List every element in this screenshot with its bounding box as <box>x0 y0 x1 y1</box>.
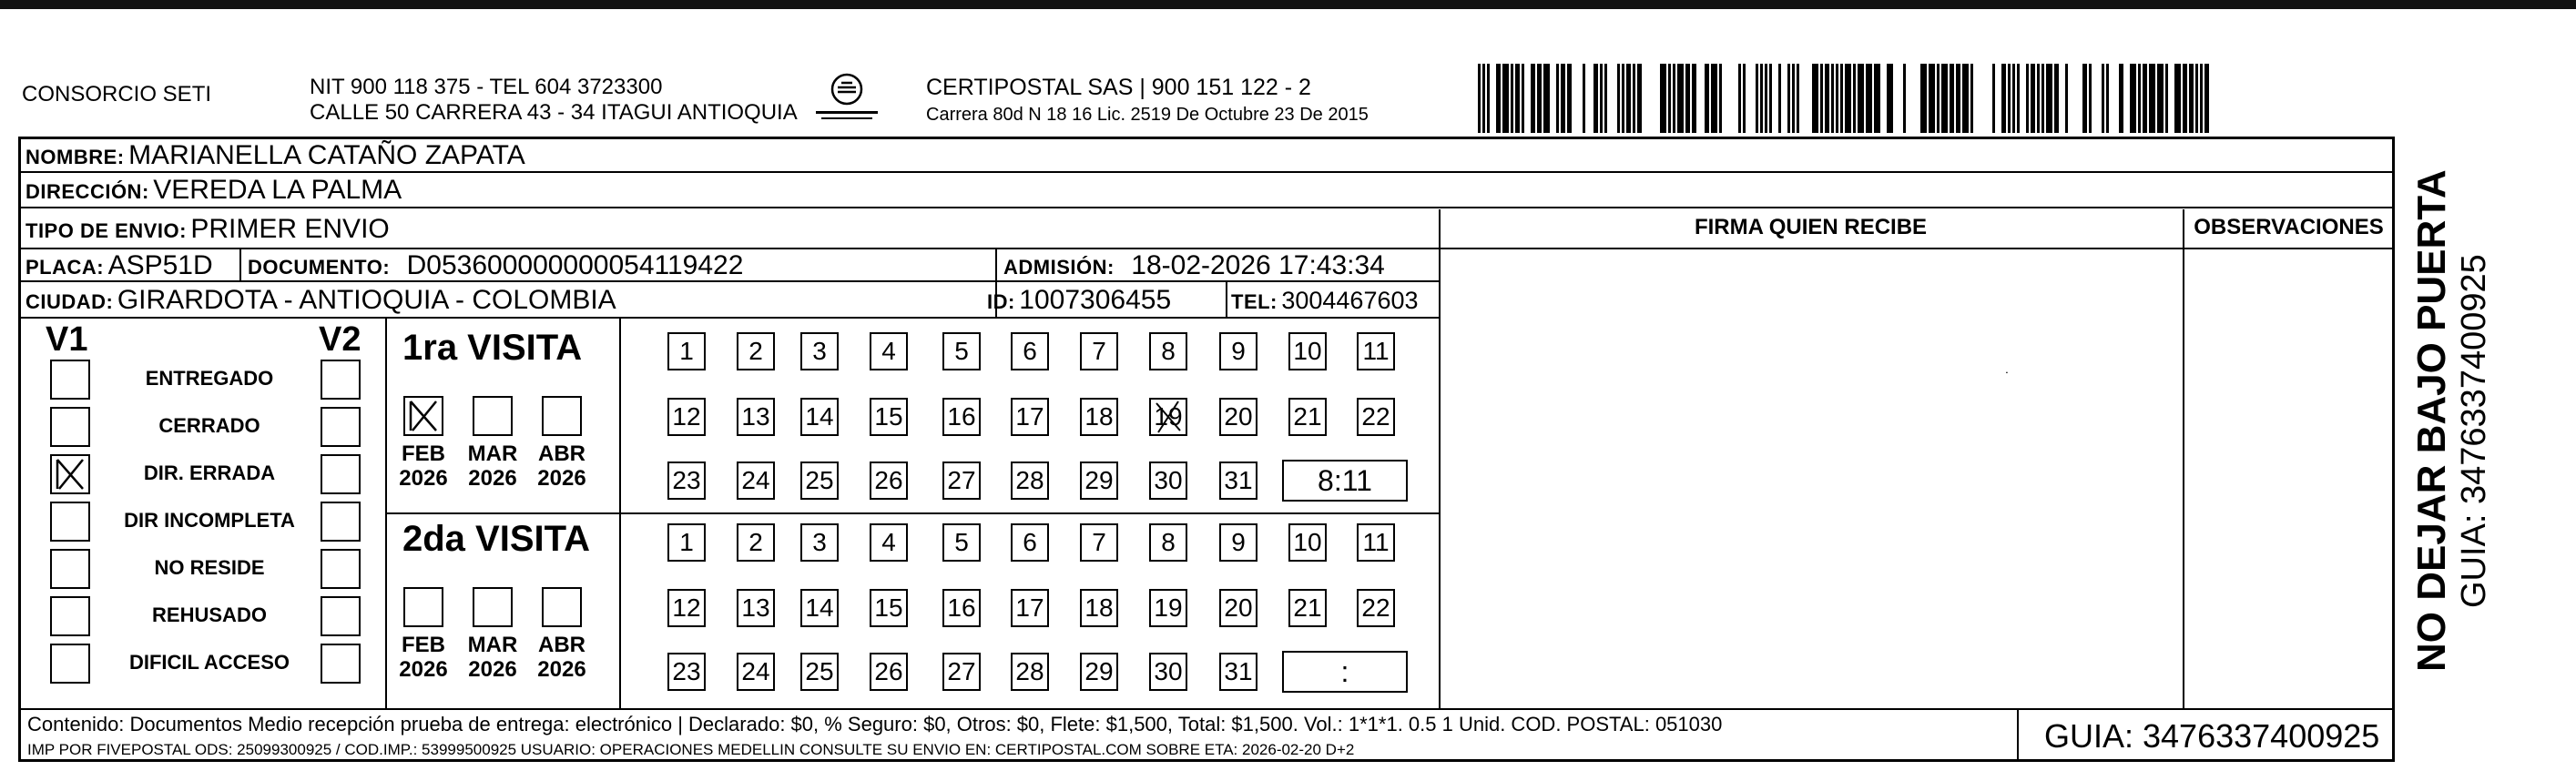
visita1-day-14[interactable]: 14 <box>800 398 839 436</box>
visita2-day-24[interactable]: 24 <box>737 653 775 691</box>
visita2-day-4[interactable]: 4 <box>870 523 908 562</box>
visita2-day-10[interactable]: 10 <box>1288 523 1327 562</box>
no-dejar-bajo-puerta: NO DEJAR BAJO PUERTA <box>2409 169 2454 672</box>
visita2-day-23[interactable]: 23 <box>667 653 706 691</box>
status-reason-label: NO RESIDE <box>154 556 265 579</box>
visita1-day-5[interactable]: 5 <box>942 332 981 370</box>
visita1-day-29[interactable]: 29 <box>1080 462 1118 500</box>
visita1-title: 1ra VISITA <box>402 328 583 368</box>
company-name: CONSORCIO SETI <box>22 82 212 106</box>
visita2-day-6[interactable]: 6 <box>1011 523 1049 562</box>
v1-checkbox[interactable] <box>50 549 90 589</box>
tel-label: TEL: <box>1231 290 1278 313</box>
visita1-day-20[interactable]: 20 <box>1219 398 1257 436</box>
status-reason-label: DIR. ERRADA <box>143 462 276 484</box>
visita2-month-checkbox[interactable] <box>542 587 582 627</box>
visita1-day-2[interactable]: 2 <box>737 332 775 370</box>
nit-line: NIT 900 118 375 - TEL 604 3723300 <box>310 75 663 99</box>
visita2-month-label: FEB 2026 <box>399 633 448 682</box>
visita2-day-31[interactable]: 31 <box>1219 653 1257 691</box>
ciudad-label: CIUDAD: <box>25 290 114 313</box>
imp-text: IMP POR FIVEPOSTAL ODS: 25099300925 / COD.IMP.: 53999500925 USUARIO: OPERACIONES MEDELLIN CONSULTE SU ENVIO EN: CERTIPOSTAL.COM SOBRE ETA: 2026-02-20 D+2 <box>27 741 1355 758</box>
status-reason-label: CERRADO <box>158 414 260 437</box>
visita1-day-12[interactable]: 12 <box>667 398 706 436</box>
visita1-month-checkbox[interactable] <box>403 396 443 436</box>
visita2-day-29[interactable]: 29 <box>1080 653 1118 691</box>
ciudad-field <box>25 285 616 316</box>
documento-field <box>248 250 743 281</box>
visita1-day-4[interactable]: 4 <box>870 332 908 370</box>
visita1-day-11[interactable]: 11 <box>1357 332 1395 370</box>
direccion-value: VEREDA LA PALMA <box>153 175 402 205</box>
visita2-month-label: ABR 2026 <box>537 633 586 682</box>
placa-label: PLACA: <box>25 256 105 279</box>
v1-checkbox[interactable] <box>50 360 90 400</box>
v2-checkbox[interactable] <box>321 596 361 636</box>
observaciones-header: OBSERVACIONES <box>2194 215 2384 239</box>
placa-field <box>25 250 213 281</box>
v1-checkbox[interactable] <box>50 454 90 494</box>
visita2-month-label: MAR 2026 <box>467 633 518 682</box>
guia-footer: GUIA: 3476337400925 <box>2044 717 2380 755</box>
visita2-day-25[interactable]: 25 <box>800 653 839 691</box>
id-label: ID: <box>987 290 1015 313</box>
nombre-value: MARIANELLA CATAÑO ZAPATA <box>128 140 525 170</box>
v2-checkbox[interactable] <box>321 407 361 447</box>
visita1-day-24[interactable]: 24 <box>737 462 775 500</box>
address-line: CALLE 50 CARRERA 43 - 34 ITAGUI ANTIOQUIA <box>310 100 798 125</box>
visita2-day-17[interactable]: 17 <box>1011 589 1049 627</box>
visita1-month-label: FEB 2026 <box>399 441 448 491</box>
visita2-month-checkbox[interactable] <box>473 587 513 627</box>
visita2-day-5[interactable]: 5 <box>942 523 981 562</box>
visita2-day-27[interactable]: 27 <box>942 653 981 691</box>
visita1-time-box[interactable]: 8:11 <box>1282 460 1408 502</box>
visita1-day-19[interactable]: 19 <box>1149 398 1187 436</box>
visita2-day-22[interactable]: 22 <box>1357 589 1395 627</box>
visita1-day-7[interactable]: 7 <box>1080 332 1118 370</box>
visita2-day-28[interactable]: 28 <box>1011 653 1049 691</box>
visita2-month-checkbox[interactable] <box>403 587 443 627</box>
visita2-day-21[interactable]: 21 <box>1288 589 1327 627</box>
visita1-day-31[interactable]: 31 <box>1219 462 1257 500</box>
visita2-day-3[interactable]: 3 <box>800 523 839 562</box>
certipostal-logo-icon <box>810 71 883 126</box>
id-field <box>987 285 1171 316</box>
v2-checkbox[interactable] <box>321 454 361 494</box>
v2-header: V2 <box>319 320 361 359</box>
v1-checkbox[interactable] <box>50 596 90 636</box>
visita2-day-11[interactable]: 11 <box>1357 523 1395 562</box>
tipo-row <box>25 214 390 245</box>
admision-value: 18-02-2026 17:43:34 <box>1131 250 1385 280</box>
visita1-day-22[interactable]: 22 <box>1357 398 1395 436</box>
visita2-day-1[interactable]: 1 <box>667 523 706 562</box>
v2-checkbox[interactable] <box>321 644 361 684</box>
v1-checkbox[interactable] <box>50 407 90 447</box>
direccion-label: DIRECCIÓN: <box>25 180 149 203</box>
visita1-day-16[interactable]: 16 <box>942 398 981 436</box>
ciudad-value: GIRARDOTA - ANTIOQUIA - COLOMBIA <box>117 285 616 315</box>
v2-checkbox[interactable] <box>321 549 361 589</box>
tel-value: 3004467603 <box>1281 287 1419 314</box>
visita1-month-checkbox[interactable] <box>542 396 582 436</box>
admision-label: ADMISIÓN: <box>1003 256 1115 279</box>
visita2-day-12[interactable]: 12 <box>667 589 706 627</box>
documento-label: DOCUMENTO: <box>248 256 391 279</box>
v1-checkbox[interactable] <box>50 644 90 684</box>
visita2-day-8[interactable]: 8 <box>1149 523 1187 562</box>
visita2-day-13[interactable]: 13 <box>737 589 775 627</box>
visita1-day-10[interactable]: 10 <box>1288 332 1327 370</box>
visita1-day-13[interactable]: 13 <box>737 398 775 436</box>
visita1-day-8[interactable]: 8 <box>1149 332 1187 370</box>
carrier-address: Carrera 80d N 18 16 Lic. 2519 De Octubre 23 De 2015 <box>926 105 1369 125</box>
visita2-day-16[interactable]: 16 <box>942 589 981 627</box>
visita1-day-15[interactable]: 15 <box>870 398 908 436</box>
visita2-day-30[interactable]: 30 <box>1149 653 1187 691</box>
v2-checkbox[interactable] <box>321 360 361 400</box>
visita2-day-7[interactable]: 7 <box>1080 523 1118 562</box>
visita2-day-19[interactable]: 19 <box>1149 589 1187 627</box>
visita1-month-label: MAR 2026 <box>467 441 518 491</box>
visita2-time-box[interactable]: : <box>1282 651 1408 693</box>
firma-header: FIRMA QUIEN RECIBE <box>1694 215 1928 239</box>
tel-field <box>1231 287 1419 315</box>
visita1-month-checkbox[interactable] <box>473 396 513 436</box>
documento-value: D053600000000054119422 <box>406 250 744 280</box>
visita2-day-15[interactable]: 15 <box>870 589 908 627</box>
status-reason-label: DIR INCOMPLETA <box>124 509 295 532</box>
visita1-month-label: ABR 2026 <box>537 441 586 491</box>
tipo-label: TIPO DE ENVIO: <box>25 219 187 242</box>
visita1-day-18[interactable]: 18 <box>1080 398 1118 436</box>
visita2-day-20[interactable]: 20 <box>1219 589 1257 627</box>
visita1-day-9[interactable]: 9 <box>1219 332 1257 370</box>
visita1-day-25[interactable]: 25 <box>800 462 839 500</box>
bottom-edge <box>0 772 2576 781</box>
visita1-day-1[interactable]: 1 <box>667 332 706 370</box>
tipo-value: PRIMER ENVIO <box>190 214 390 244</box>
direccion-row <box>25 175 402 206</box>
v1-checkbox[interactable] <box>50 502 90 542</box>
visita1-day-21[interactable]: 21 <box>1288 398 1327 436</box>
status-reason-label: REHUSADO <box>152 604 267 626</box>
top-border <box>0 0 2576 9</box>
visita2-title: 2da VISITA <box>402 519 590 559</box>
barcode-icon <box>1478 64 2209 133</box>
status-reason-label: ENTREGADO <box>145 367 274 390</box>
visita1-day-6[interactable]: 6 <box>1011 332 1049 370</box>
visita1-day-17[interactable]: 17 <box>1011 398 1049 436</box>
status-reason-label: DIFICIL ACCESO <box>128 651 290 674</box>
visita1-day-26[interactable]: 26 <box>870 462 908 500</box>
visita1-day-27[interactable]: 27 <box>942 462 981 500</box>
visita2-day-18[interactable]: 18 <box>1080 589 1118 627</box>
visita1-day-23[interactable]: 23 <box>667 462 706 500</box>
visita2-day-9[interactable]: 9 <box>1219 523 1257 562</box>
v1-header: V1 <box>46 320 88 359</box>
visita2-day-26[interactable]: 26 <box>870 653 908 691</box>
visita1-day-28[interactable]: 28 <box>1011 462 1049 500</box>
admision-field <box>1003 250 1385 281</box>
contenido-text: Contenido: Documentos Medio recepción prueba de entrega: electrónico | Declarado: $0, % Seguro: $0, Otros: $0, Flete: $1,500, Total: $1,500. Vol.: 1*1*1. 0.5 1 Unid. COD. POSTAL: 051030 <box>27 713 1723 735</box>
id-value: 1007306455 <box>1019 285 1172 315</box>
visita1-day-30[interactable]: 30 <box>1149 462 1187 500</box>
visita2-day-2[interactable]: 2 <box>737 523 775 562</box>
placa-value: ASP51D <box>107 250 213 280</box>
carrier-name: CERTIPOSTAL SAS | 900 151 122 - 2 <box>926 75 1311 100</box>
visita1-day-3[interactable]: 3 <box>800 332 839 370</box>
nombre-label: NOMBRE: <box>25 146 125 168</box>
signature-mark: ˙ <box>2005 370 2011 386</box>
visita2-day-14[interactable]: 14 <box>800 589 839 627</box>
nombre-row <box>25 140 525 171</box>
v2-checkbox[interactable] <box>321 502 361 542</box>
guia-side: GUIA: 3476337400925 <box>2455 254 2493 608</box>
